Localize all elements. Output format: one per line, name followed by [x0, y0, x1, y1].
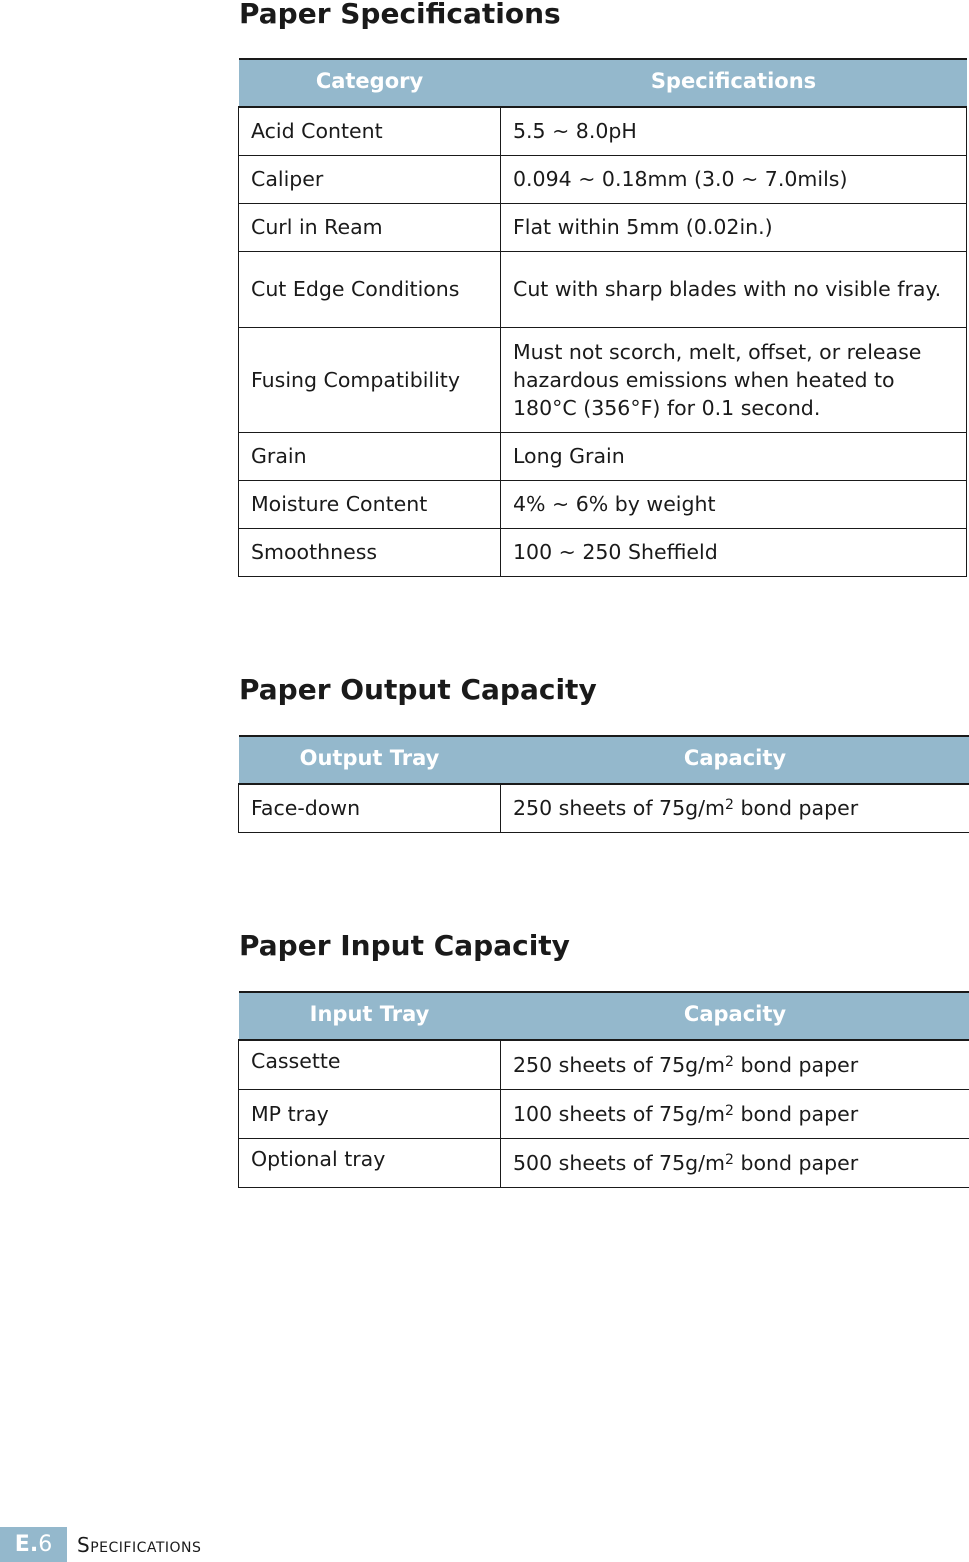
tray-cell: Face-down — [239, 784, 501, 832]
capacity-text-suffix: bond paper — [733, 796, 859, 821]
category-cell: Curl in Ream — [239, 203, 501, 251]
spec-cell: Flat within 5mm (0.02in.) — [501, 203, 967, 251]
column-header-category: Category — [239, 59, 501, 107]
paper-output-capacity-table — [238, 735, 969, 833]
table-row — [239, 1040, 969, 1089]
spec-cell: 0.094 ~ 0.18mm (3.0 ~ 7.0mils) — [501, 155, 967, 203]
table-row — [239, 432, 967, 480]
spec-cell: Must not scorch, melt, offset, or release hazardous emissions when heated to 180°C (356°F) for 0.1 second. — [501, 327, 967, 432]
capacity-text: 250 sheets of 75g/m — [513, 1052, 726, 1077]
table-row — [239, 784, 969, 832]
table-row — [239, 327, 967, 432]
spec-cell: Cut with sharp blades with no visible fray. — [501, 251, 967, 327]
column-header-capacity: Capacity — [501, 992, 969, 1040]
table-row — [239, 1089, 969, 1138]
paper-specifications-table — [238, 58, 967, 577]
spec-cell: 5.5 ~ 8.0pH — [501, 107, 967, 155]
spec-cell: 100 ~ 250 Sheffield — [501, 528, 967, 576]
category-cell: Fusing Compatibility — [239, 327, 501, 432]
page-number: 6 — [38, 1532, 53, 1557]
category-cell: Caliper — [239, 155, 501, 203]
capacity-text: 100 sheets of 75g/m — [513, 1101, 726, 1126]
superscript-text: 2 — [725, 1151, 734, 1168]
capacity-cell — [501, 1138, 969, 1187]
category-cell: Grain — [239, 432, 501, 480]
paper-input-capacity-table — [238, 991, 969, 1188]
column-header-input-tray: Input Tray — [239, 992, 501, 1040]
spec-cell: Long Grain — [501, 432, 967, 480]
capacity-text: 500 sheets of 75g/m — [513, 1150, 726, 1175]
spec-cell: 4% ~ 6% by weight — [501, 480, 967, 528]
table-header-row — [239, 59, 967, 107]
category-cell: Acid Content — [239, 107, 501, 155]
footer-section-label: Specifications — [77, 1532, 202, 1557]
table-row — [239, 528, 967, 576]
column-header-capacity: Capacity — [501, 736, 969, 784]
section-title-paper-specifications: Paper Specifications — [239, 0, 561, 30]
category-cell: Cut Edge Conditions — [239, 251, 501, 327]
superscript-text: 2 — [725, 1102, 734, 1119]
table-header-row — [239, 992, 969, 1040]
table-row — [239, 480, 967, 528]
capacity-cell — [501, 1089, 969, 1138]
page-footer — [0, 1527, 201, 1562]
table-row — [239, 1138, 969, 1187]
chapter-label: E. — [14, 1532, 39, 1557]
tray-cell: Cassette — [239, 1040, 501, 1089]
capacity-cell — [501, 1040, 969, 1089]
category-cell: Smoothness — [239, 528, 501, 576]
capacity-text-suffix: bond paper — [733, 1101, 859, 1126]
capacity-cell — [501, 784, 969, 832]
superscript-text: 2 — [725, 1053, 734, 1070]
column-header-specifications: Specifications — [501, 59, 967, 107]
tray-cell: Optional tray — [239, 1138, 501, 1187]
capacity-text-suffix: bond paper — [733, 1052, 859, 1077]
section-title-paper-output-capacity: Paper Output Capacity — [239, 673, 597, 706]
table-row — [239, 203, 967, 251]
tray-cell: MP tray — [239, 1089, 501, 1138]
superscript-text: 2 — [725, 797, 734, 814]
category-cell: Moisture Content — [239, 480, 501, 528]
capacity-text: 250 sheets of 75g/m — [513, 796, 726, 821]
page-number-badge — [0, 1527, 67, 1562]
table-row — [239, 107, 967, 155]
table-row — [239, 155, 967, 203]
capacity-text-suffix: bond paper — [733, 1150, 859, 1175]
section-title-paper-input-capacity: Paper Input Capacity — [239, 929, 570, 962]
column-header-output-tray: Output Tray — [239, 736, 501, 784]
table-header-row — [239, 736, 969, 784]
table-row — [239, 251, 967, 327]
